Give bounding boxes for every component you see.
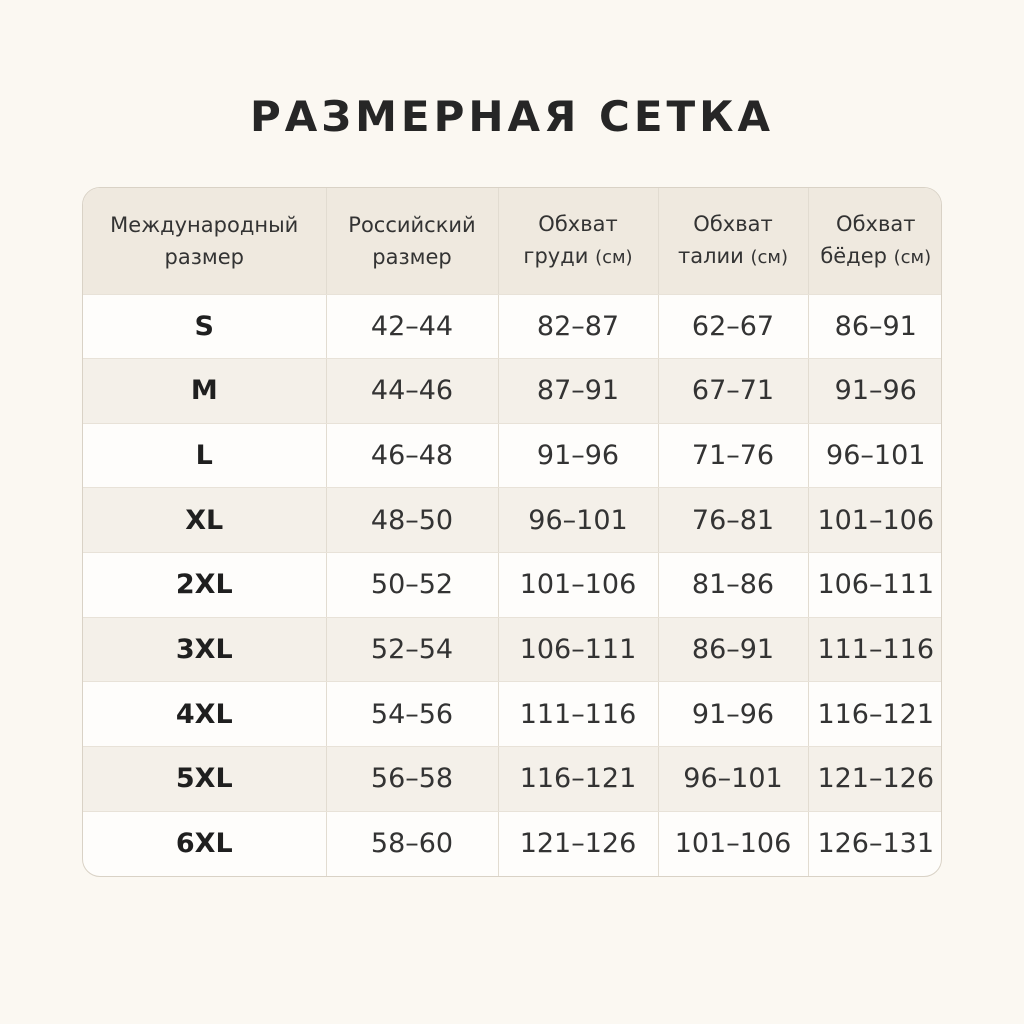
header-line: Обхват	[836, 211, 916, 236]
table-row	[83, 423, 942, 488]
cell-chest: 106–111	[498, 617, 658, 682]
header-line: размер	[372, 244, 452, 269]
header-line: груди	[523, 243, 589, 268]
size-chart-table	[82, 187, 942, 877]
cell-chest: 96–101	[498, 488, 658, 553]
table-row	[83, 359, 942, 424]
cell-hips: 91–96	[808, 359, 942, 424]
table-body	[83, 294, 942, 876]
cell-waist: 81–86	[658, 553, 808, 618]
cell-waist: 91–96	[658, 682, 808, 747]
cell-chest: 116–121	[498, 747, 658, 812]
table-row	[83, 294, 942, 359]
cell-chest: 82–87	[498, 294, 658, 359]
cell-international-size: 4XL	[83, 682, 326, 747]
cell-waist: 67–71	[658, 359, 808, 424]
cell-international-size: M	[83, 359, 326, 424]
cell-russian-size: 58–60	[326, 811, 498, 876]
cell-waist: 76–81	[658, 488, 808, 553]
cell-international-size: 2XL	[83, 553, 326, 618]
cell-waist: 96–101	[658, 747, 808, 812]
cell-russian-size: 46–48	[326, 423, 498, 488]
header-line: бёдер	[820, 243, 887, 268]
table-row	[83, 811, 942, 876]
cell-chest: 101–106	[498, 553, 658, 618]
cell-international-size: 5XL	[83, 747, 326, 812]
header-line: Обхват	[693, 211, 773, 236]
cell-waist: 86–91	[658, 617, 808, 682]
cell-international-size: S	[83, 294, 326, 359]
cell-waist: 62–67	[658, 294, 808, 359]
cell-waist: 71–76	[658, 423, 808, 488]
cell-international-size: XL	[83, 488, 326, 553]
header-line: Международный	[110, 212, 299, 237]
page-title: РАЗМЕРНАЯ СЕТКА	[249, 92, 774, 141]
cell-international-size: 3XL	[83, 617, 326, 682]
cell-russian-size: 48–50	[326, 488, 498, 553]
cell-hips: 101–106	[808, 488, 942, 553]
cell-hips: 116–121	[808, 682, 942, 747]
cell-chest: 111–116	[498, 682, 658, 747]
table-row	[83, 553, 942, 618]
table-row	[83, 488, 942, 553]
cell-chest: 91–96	[498, 423, 658, 488]
header-unit: (см)	[750, 246, 789, 268]
cell-hips: 121–126	[808, 747, 942, 812]
table-row	[83, 747, 942, 812]
cell-hips: 111–116	[808, 617, 942, 682]
cell-chest: 87–91	[498, 359, 658, 424]
header-international-size	[83, 188, 326, 294]
cell-international-size: 6XL	[83, 811, 326, 876]
cell-hips: 106–111	[808, 553, 942, 618]
header-chest	[498, 188, 658, 294]
table-header-row	[83, 188, 942, 294]
cell-hips: 126–131	[817, 828, 935, 860]
cell-chest: 121–126	[498, 811, 658, 876]
cell-russian-size: 50–52	[326, 553, 498, 618]
header-line: Обхват	[538, 211, 618, 236]
header-line: размер	[164, 244, 244, 269]
header-russian-size	[326, 188, 498, 294]
header-unit: (см)	[595, 246, 633, 268]
header-line: талии	[677, 243, 744, 268]
table-row	[83, 682, 942, 747]
cell-waist: 101–106	[658, 811, 808, 876]
header-line: Российский	[348, 212, 476, 237]
header-hips	[808, 188, 942, 294]
cell-international-size: L	[83, 423, 326, 488]
cell-hips: 86–91	[808, 294, 942, 359]
cell-russian-size: 42–44	[326, 294, 498, 359]
cell-russian-size: 56–58	[326, 747, 498, 812]
header-unit: (см)	[893, 246, 932, 268]
cell-hips: 96–101	[808, 423, 942, 488]
cell-russian-size: 44–46	[326, 359, 498, 424]
cell-russian-size: 52–54	[326, 617, 498, 682]
table-row	[83, 617, 942, 682]
cell-russian-size: 54–56	[326, 682, 498, 747]
header-waist	[658, 188, 808, 294]
